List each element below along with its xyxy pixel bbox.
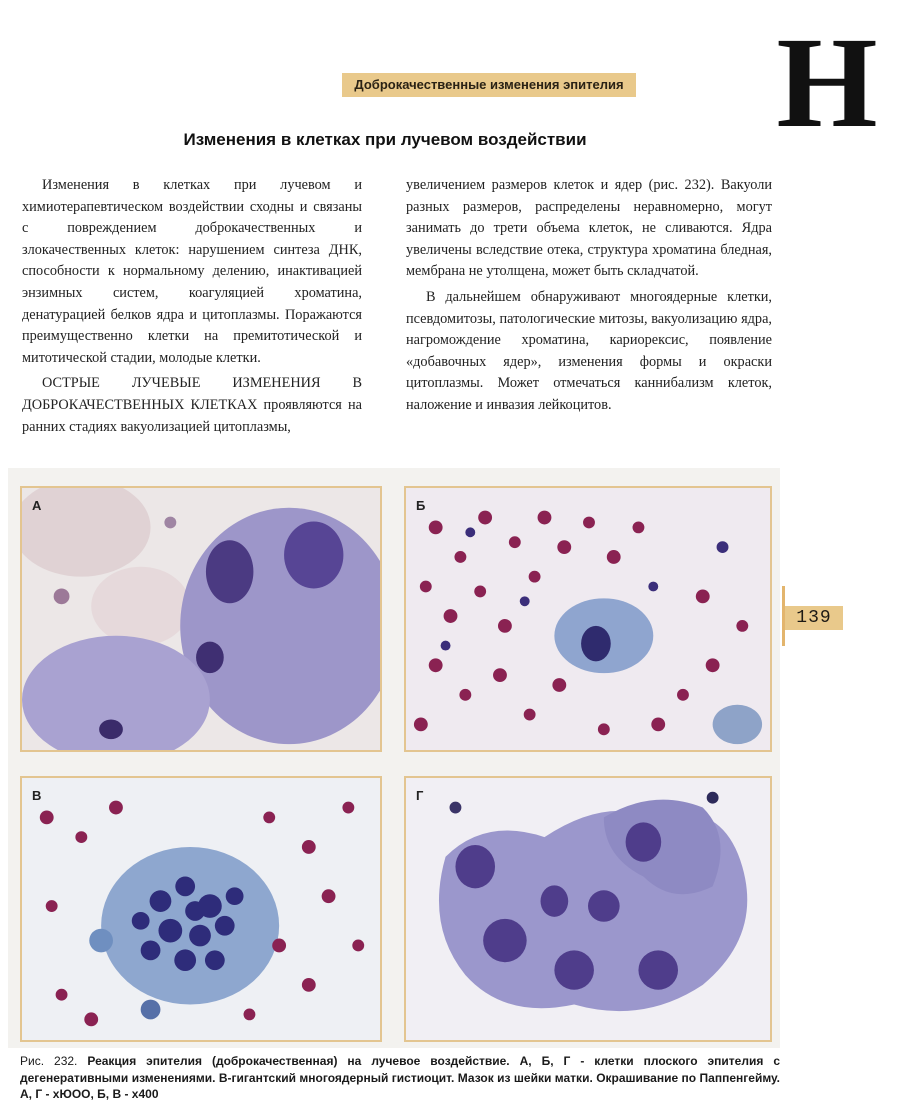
- right-text-column: [406, 175, 772, 421]
- paragraph: Изменения в клетках при лучевом и химиотерапевтическом воздействии сходны и связаны с повреждением доброкачественных и злокачественных клеток: нарушением синтеза ДНК, способности к нормальному делению, инактивацией энзимных систем, коагуляцией хроматина, денатурацией белков ядра и цитоплазмы. Поражаются преимущественно клетки на премитотической и митотической стадии, молодые клетки.: [22, 177, 362, 366]
- page-number: 139: [785, 606, 843, 630]
- panel-label: А: [32, 498, 42, 513]
- micrograph-cluster-of-squamous-cells: [406, 778, 770, 1040]
- panel-label: Б: [416, 498, 426, 513]
- micrograph-panel-a: [20, 486, 382, 752]
- article-title: Изменения в клетках при лучевом воздействии: [183, 130, 587, 149]
- section-tab: Доброкачественные изменения эпителия: [342, 73, 636, 97]
- panel-label: В: [32, 788, 42, 803]
- panel-label: Г: [416, 788, 424, 803]
- chapter-letter: Н: [776, 11, 878, 155]
- paragraph: В дальнейшем обнаруживают многоядерные клетки, псевдомитозы, патологические митозы, вакуолизацию ядра, нагромождение хроматина, кариорексис, появление «добавочных ядер», изменения формы и окраски цитоплазмы. Может отмечаться каннибализм клеток, наложение и инвазия лейкоцитов.: [406, 288, 772, 413]
- micrograph-panel-g: [404, 776, 772, 1042]
- paragraph: увеличением размеров клеток и ядер (рис. 232). Вакуоли разных размеров, распределены неравномерно, могут занимать до трети объема клеток, не сливаются. Ядра увеличены вследствие отека, структура хроматина бледная, мембрана не утолщена, может быть складчатой.: [406, 177, 772, 280]
- caption-figure-number: Рис. 232.: [20, 1054, 78, 1068]
- left-text-column: [22, 175, 362, 442]
- micrograph-panel-b: [404, 486, 772, 752]
- paragraph: ОСТРЫЕ ЛУЧЕВЫЕ ИЗМЕНЕНИЯ В ДОБРОКАЧЕСТВЕННЫХ КЛЕТКАХ проявляются на ранних стадиях вакуолизацией цитоплазмы,: [22, 375, 362, 435]
- micrograph-giant-multinucleated-histiocyte: [22, 778, 380, 1040]
- micrograph-panel-v: [20, 776, 382, 1042]
- micrograph-squamous-cell-among-leukocytes: [406, 488, 770, 750]
- caption-text: Реакция эпителия (доброкачественная) на лучевое воздействие. А, Б, Г - клетки плоского эпителия с дегенеративными изменениями. В-гигантский многоядерный гистиоцит. Мазок из шейки матки. Окрашивание по Паппенгейму. А, Г - хЮОО, Б, В - х400: [20, 1054, 781, 1101]
- micrograph-large-binucleate-squamous-cells: [22, 488, 380, 750]
- figure-caption: [20, 1053, 780, 1103]
